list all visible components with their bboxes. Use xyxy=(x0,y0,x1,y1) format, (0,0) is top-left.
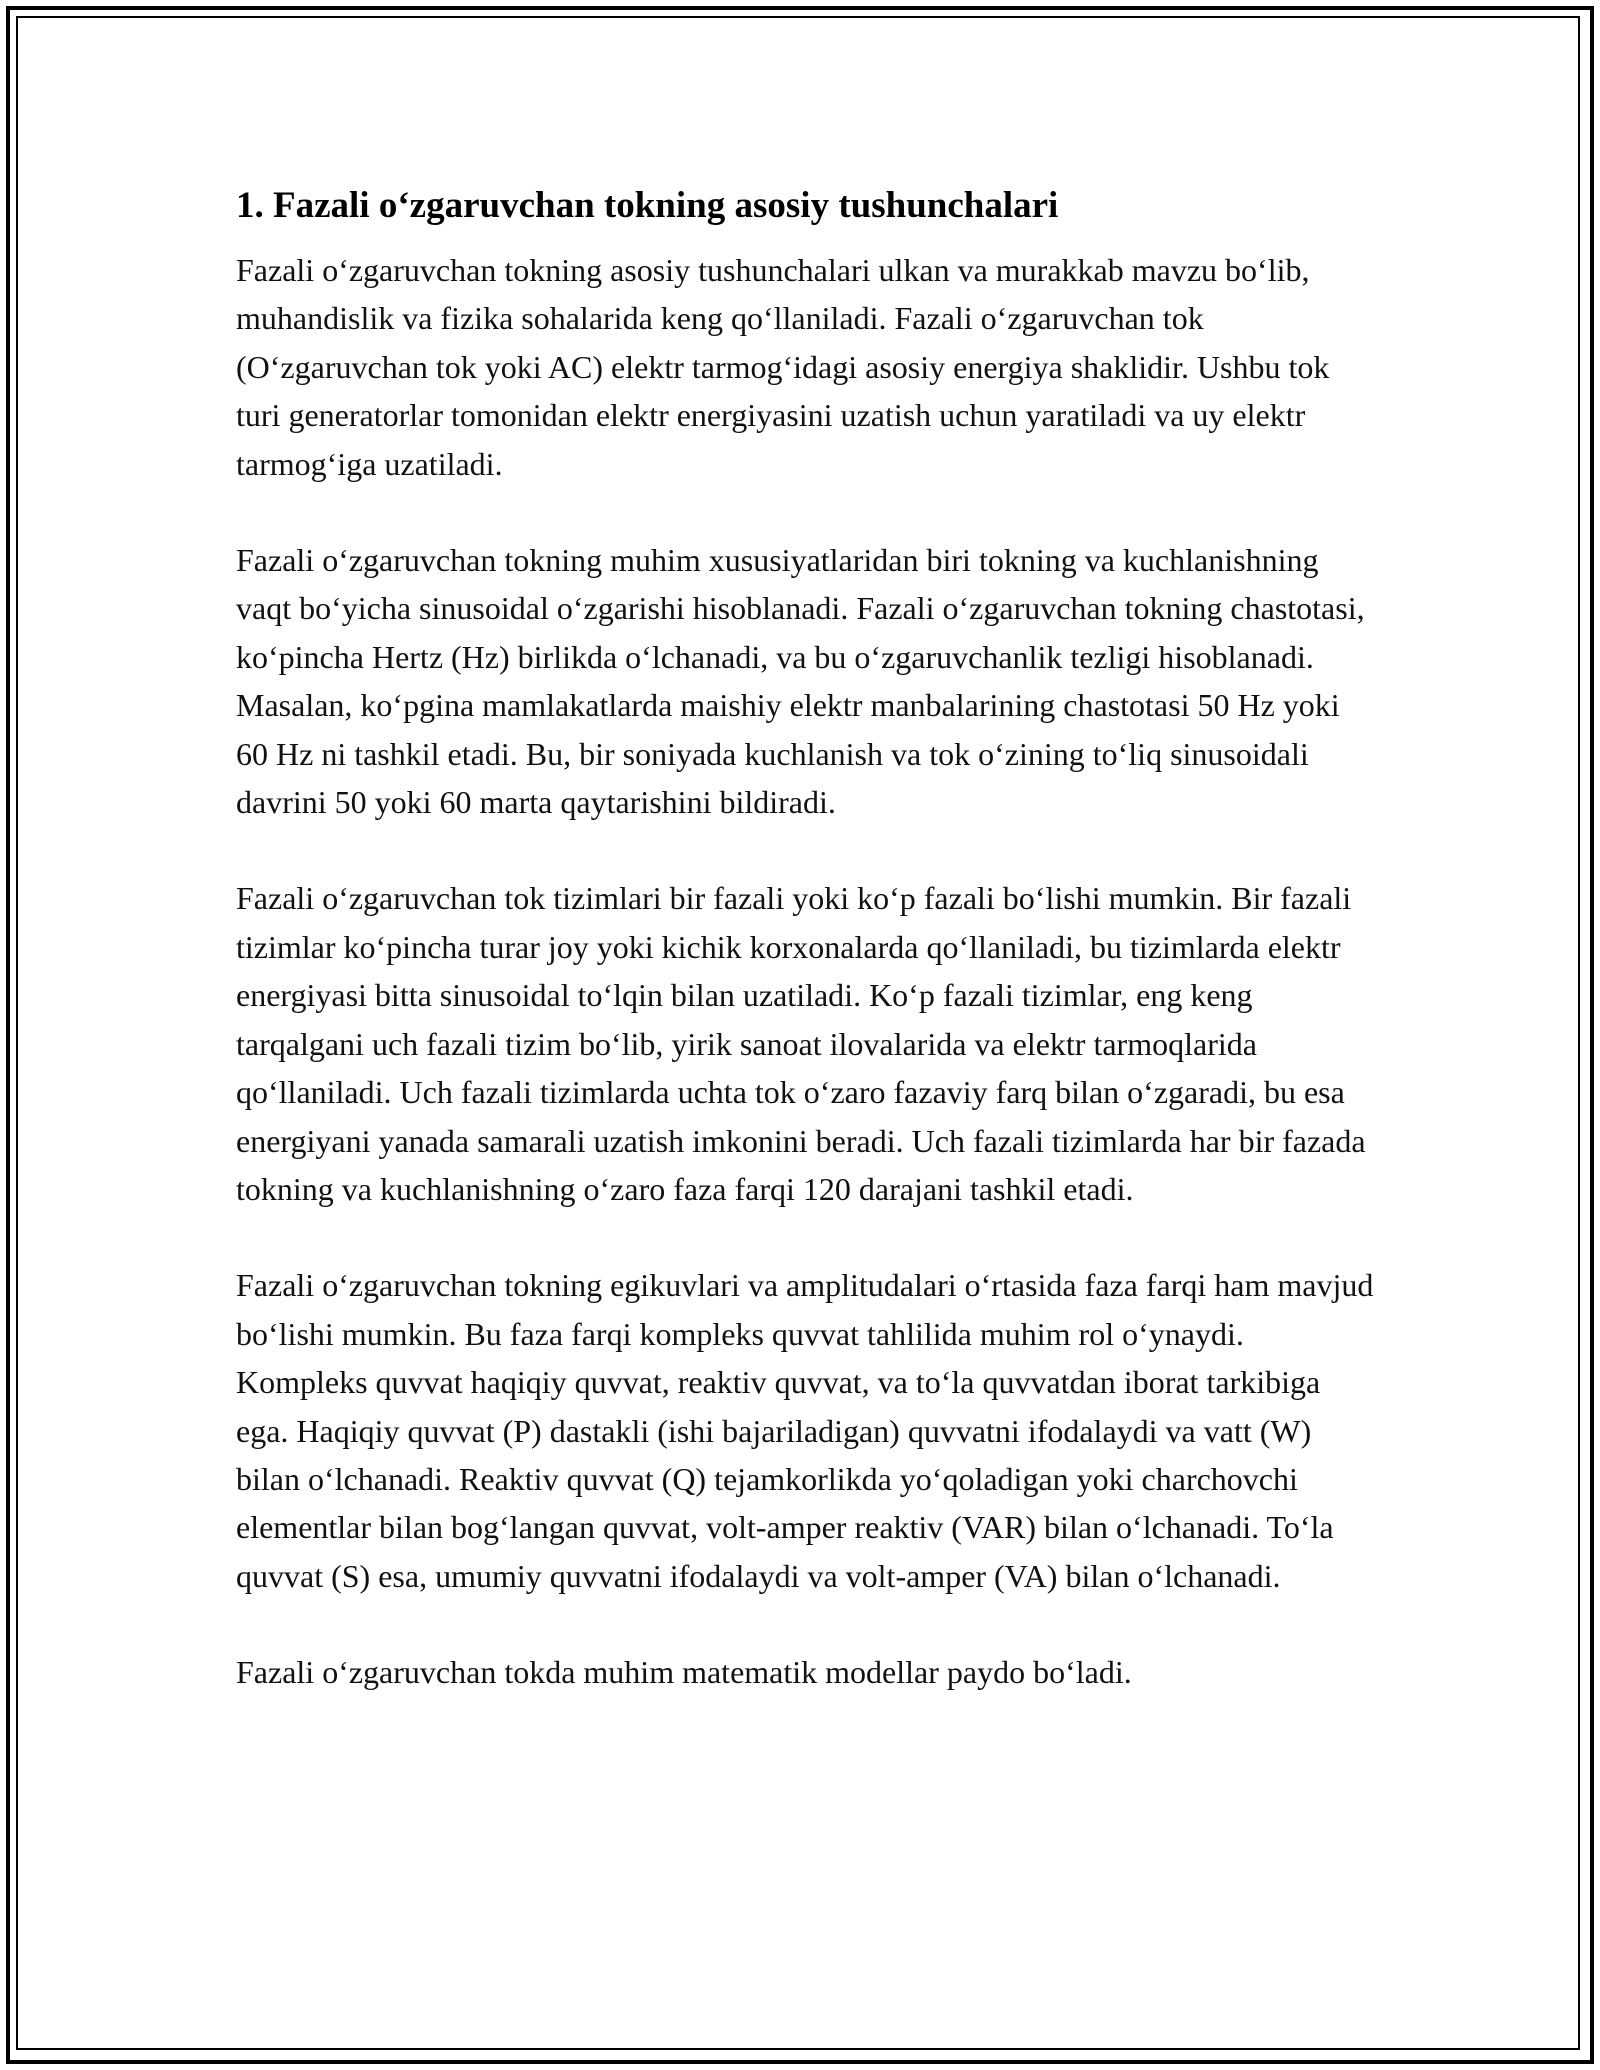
paragraph-3: Fazali oʻzgaruvchan tok tizimlari bir fazali yoki koʻp fazali boʻlishi mumkin. Bir fazali tizimlar koʻpincha turar joy yoki kichik korxonalarda qoʻllaniladi, bu tizimlarda elektr energiyasi bitta sinusoidal toʻlqin bilan uzatiladi. Koʻp fazali tizimlar, eng keng tarqalgani uch fazali tizim boʻlib, yirik sanoat ilovalarida va elektr tarmoqlarida qoʻllaniladi. Uch fazali tizimlarda uchta tok oʻzaro fazaviy farq bilan oʻzgaradi, bu esa energiyani yanada samarali uzatish imkonini beradi. Uch fazali tizimlarda har bir fazada tokning va kuchlanishning oʻzaro faza farqi 120 darajani tashkil etadi. xyxy=(236,880,1366,1207)
paragraph-1: Fazali oʻzgaruvchan tokning asosiy tushunchalari ulkan va murakkab mavzu boʻlib, muhandislik va fizika sohalarida keng qoʻllaniladi. Fazali oʻzgaruvchan tok (Oʻzgaruvchan tok yoki AC) elektr tarmogʻidagi asosiy energiya shaklidir. Ushbu tok turi generatorlar tomonidan elektr energiyasini uzatish uchun yaratiladi va uy elektr tarmogʻiga uzatiladi. xyxy=(236,252,1330,482)
document-body xyxy=(236,178,1376,1745)
paragraph-4: Fazali oʻzgaruvchan tokning egikuvlari va amplitudalari oʻrtasida faza farqi ham mavjud boʻlishi mumkin. Bu faza farqi kompleks quvvat tahlilida muhim rol oʻynaydi. Kompleks quvvat haqiqiy quvvat, reaktiv quvvat, va toʻla quvvatdan iborat tarkibiga ega. Haqiqiy quvvat (P) dastakli (ishi bajariladigan) quvvatni ifodalaydi va vatt (W) bilan oʻlchanadi. Reaktiv quvvat (Q) tejamkorlikda yoʻqoladigan yoki charchovchi elementlar bilan bogʻlangan quvvat, volt-amper reaktiv (VAR) bilan oʻlchanadi. Toʻla quvvat (S) esa, umumiy quvvatni ifodalaydi va volt-amper (VA) bilan oʻlchanadi. xyxy=(236,1267,1374,1594)
section-heading: 1. Fazali oʻzgaruvchan tokning asosiy tushunchalari xyxy=(236,185,1059,226)
paragraph-5: Fazali oʻzgaruvchan tokda muhim matematik modellar paydo boʻladi. xyxy=(236,1654,1132,1691)
paragraph-2: Fazali oʻzgaruvchan tokning muhim xususiyatlaridan biri tokning va kuchlanishning vaqt boʻyicha sinusoidal oʻzgarishi hisoblanadi. Fazali oʻzgaruvchan tokning chastotasi, koʻpincha Hertz (Hz) birlikda oʻlchanadi, va bu oʻzgaruvchanlik tezligi hisoblanadi. Masalan, koʻpgina mamlakatlarda maishiy elektr manbalarining chastotasi 50 Hz yoki 60 Hz ni tashkil etadi. Bu, bir soniyada kuchlanish va tok oʻzining toʻliq sinusoidali davrini 50 yoki 60 marta qaytarishini bildiradi. xyxy=(236,542,1365,821)
